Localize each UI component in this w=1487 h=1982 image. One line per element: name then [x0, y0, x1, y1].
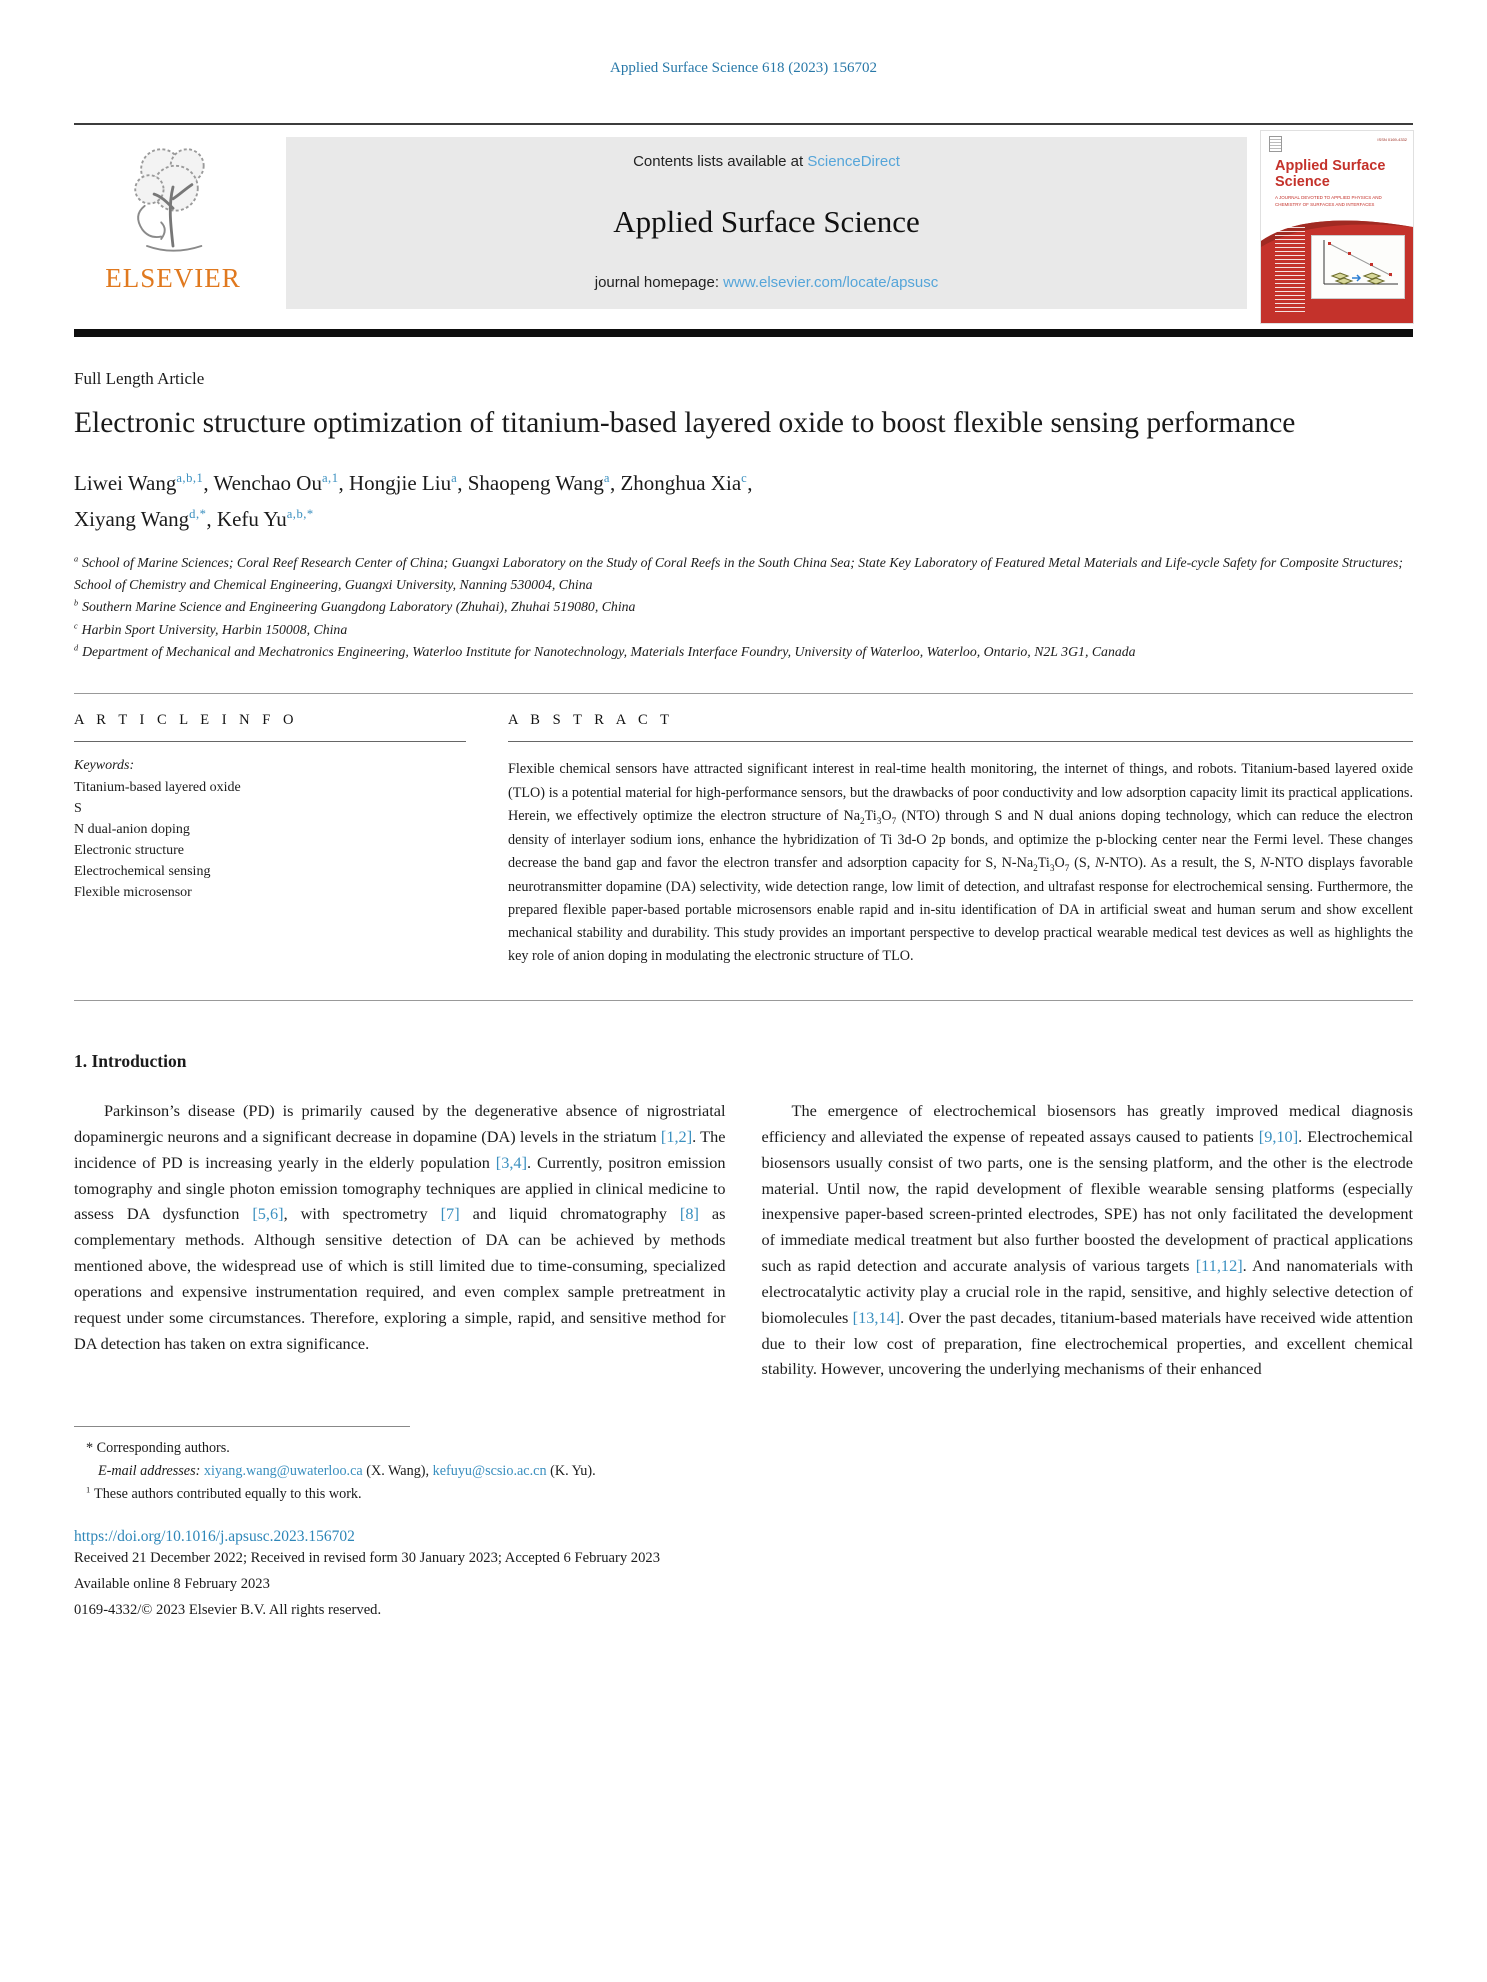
keyword: S: [74, 801, 82, 817]
journal-cover-thumbnail[interactable]: [1261, 131, 1413, 323]
text-segment: Hongjie Liu: [349, 471, 452, 496]
homepage-line: [595, 274, 939, 291]
text-segment: as complementary methods. Although sensitive detection of DA can be achieved by methods mentioned above, the widespread use of which is still limited due to time-consuming, specialized operations and expensive instrumentation required, and even complex sample pretreatment in request under some circumstances. Therefore, exploring a simple, rapid, and sensitive method for DA detection has taken on extra significance.: [74, 1204, 726, 1353]
abstract-bottom-divider: [74, 1000, 1413, 1001]
text-segment: O: [881, 807, 892, 824]
article-info-rule: [74, 741, 466, 742]
citation-link[interactable]: [9,10]: [1258, 1126, 1299, 1146]
keyword: Electrochemical sensing: [74, 864, 211, 880]
email-link[interactable]: kefuyu@scsio.ac.cn: [432, 1463, 547, 1480]
banner-black-bar: [74, 329, 1413, 337]
article-type-label: Full Length Article: [74, 369, 205, 388]
inline-link[interactable]: c: [741, 471, 748, 486]
text-segment: School of Marine Sciences; Coral Reef Research Center of China; Guangxi Laboratory on the Study of Coral Reefs in the South China Sea; State Key Laboratory of Featured Metal Materials and Life-cycle Safety for Composite Structures; School of Chemistry and Chemical Engineering, Guangxi University, Nanning 530004, China: [74, 554, 1403, 593]
text-segment: These authors contributed equally to this work.: [90, 1486, 362, 1503]
footnotes: [74, 1426, 1413, 1506]
text-segment: . Currently, positron emission tomography and single photon emission tomography techniques are applied in clinical medicine to assess DA dysfunction: [74, 1152, 726, 1224]
text-segment: 7: [1064, 862, 1070, 873]
text-segment: Zhonghua Xia: [620, 471, 742, 496]
cover-mini-logo-icon: [1269, 136, 1282, 152]
issn-copyright: 0169-4332/© 2023 Elsevier B.V. All rights reserved.: [74, 1602, 382, 1619]
journal-homepage-link[interactable]: www.elsevier.com/locate/apsusc: [723, 274, 939, 291]
available-online: Available online 8 February 2023: [74, 1576, 270, 1593]
text-segment: Flexible chemical sensors have attracted significant interest in real-time health monitoring, the internet of things, and robots. Titanium-based layered oxide (TLO) is a potential material for high-performance sensors, but the drawbacks of poor conductivity and low adsorption capacity limit its practical applications. Herein, we effectively optimize the electron structure of Na: [508, 761, 1413, 824]
text-segment: and liquid chromatography: [459, 1204, 680, 1224]
cover-issn: ISSN 0169-4332: [1377, 137, 1407, 142]
abstract-rule: [508, 741, 1413, 742]
text-segment: -NTO displays favorable neurotransmitter dopamine (DA) selectivity, wide detection range, low limit of detection, and ultrafast response for electrochemical sensing. Furthermore, the prepared flexible paper-based portable microsensors enable rapid and in-situ identification of DA in artificial sweat and human serum and show excellent mechanical stability and durability. This study provides an important perspective to develop practical wearable medical test devices as well as highlights the key role of anion doping in modulating the electronic structure of TLO.: [508, 854, 1413, 964]
inline-link[interactable]: a: [451, 471, 458, 486]
inline-link[interactable]: d,*: [189, 506, 207, 521]
text-segment: ,: [203, 471, 214, 496]
text-segment: . Over the past decades, titanium-based materials have received wide attention due to their low cost of preparation, fine electrochemical properties, and excellent chemical stability. However, uncovering the underlying mechanisms of their enhanced: [761, 1307, 1413, 1379]
elsevier-logo[interactable]: [74, 135, 272, 294]
author-line-1: [74, 466, 1413, 502]
introduction-body: [74, 1098, 1413, 1382]
affiliations: [74, 552, 1413, 664]
text-segment: a: [74, 554, 79, 564]
inline-link[interactable]: a,b,*: [286, 506, 314, 521]
text-segment: c: [74, 621, 79, 631]
text-segment: b: [74, 598, 79, 608]
text-segment: ,: [206, 506, 217, 531]
equal-contribution-note: [74, 1483, 1413, 1506]
text-segment: ,: [747, 471, 753, 496]
elsevier-wordmark: ELSEVIER: [105, 263, 241, 293]
doi-link[interactable]: https://doi.org/10.1016/j.apsusc.2023.156702: [74, 1528, 355, 1546]
text-segment: Ti: [864, 807, 877, 824]
section-heading-introduction: 1. Introduction: [74, 1051, 187, 1072]
abstract-header: A B S T R A C T: [508, 712, 674, 729]
text-segment: ,: [338, 471, 350, 496]
intro-left-column: [74, 1098, 726, 1382]
text-segment: (NTO) through S and N dual anions doping technology, which can reduce the electron density of interlayer sodium ions, enhance the hybridization of Ti 3d-O 2p bonds, and optimize the p-blocking center near the Fermi level. These changes decrease the band gap and favor the electron transfer and adsorption capacity for S, N-Na: [508, 807, 1413, 871]
inline-link[interactable]: a: [603, 471, 610, 486]
article-info-header: A R T I C L E I N F O: [74, 712, 298, 729]
text-segment: Ti: [1037, 854, 1050, 871]
intro-right-column: [762, 1098, 1414, 1382]
footnote-divider: [74, 1426, 410, 1427]
elsevier-tree-icon: [114, 137, 232, 263]
text-segment: journal homepage:: [594, 274, 724, 291]
text-segment: Southern Marine Science and Engineering Guangdong Laboratory (Zhuhai), Zhuhai 519080, China: [78, 599, 636, 615]
text-segment: (S,: [1069, 854, 1096, 871]
cover-editors-label: EDITORS: [1275, 219, 1295, 224]
text-segment: d: [74, 643, 79, 653]
author-list: [74, 466, 1413, 537]
cover-subtitle: A JOURNAL DEVOTED TO APPLIED PHYSICS AND CHEMISTRY OF SURFACES AND INTERFACES: [1275, 195, 1382, 207]
affiliation-d: [74, 641, 1413, 663]
citation-link[interactable]: [8]: [679, 1204, 699, 1224]
keyword: N dual-anion doping: [74, 822, 190, 838]
info-top-divider: [74, 693, 1413, 694]
citation-link[interactable]: [1,2]: [660, 1126, 693, 1146]
journal-banner: [74, 125, 1413, 327]
received-dates: Received 21 December 2022; Received in revised form 30 January 2023; Accepted 6 February 2023: [74, 1550, 660, 1567]
text-segment: 7: [891, 815, 897, 826]
text-segment: O: [1054, 854, 1065, 871]
author-line-2: [74, 502, 1413, 538]
inline-link[interactable]: a,b,1: [176, 471, 204, 486]
keyword: Electronic structure: [74, 843, 185, 859]
inline-link[interactable]: a,1: [321, 471, 339, 486]
text-segment: Liwei Wang: [74, 471, 177, 496]
text-segment: The emergence of electrochemical biosensors has greatly improved medical diagnosis efficiency and alleviated the expense of repeated assays caused to patients: [761, 1101, 1413, 1146]
text-segment: Contents lists available at: [633, 153, 808, 170]
text-segment: N: [1095, 854, 1105, 871]
text-segment: , with spectrometry: [283, 1204, 441, 1224]
sciencedirect-link[interactable]: ScienceDirect: [807, 153, 900, 170]
abstract-text: [508, 758, 1413, 968]
text-segment: Xiyang Wang: [74, 506, 190, 531]
banner-masthead: [286, 137, 1247, 309]
cover-inset-chart: [1311, 235, 1405, 299]
text-segment: 1: [86, 1484, 91, 1495]
contents-line: [633, 153, 900, 170]
journal-title: Applied Surface Science: [613, 204, 920, 239]
info-abstract-section: [74, 712, 1413, 968]
text-segment: Department of Mechanical and Mechatronics Engineering, Waterloo Institute for Nanotechnology, Materials Interface Foundry, University of Waterloo, Waterloo, Ontario, N2L 3G1, Canada: [78, 644, 1136, 660]
corresponding-authors-note: [74, 1437, 1413, 1460]
keyword: Titanium-based layered oxide: [74, 780, 241, 796]
cover-title: Applied Surface Science: [1275, 158, 1386, 190]
text-segment: * Corresponding authors.: [86, 1440, 230, 1457]
affiliation-a: [74, 552, 1413, 597]
text-segment: E-mail addresses:: [98, 1463, 204, 1480]
text-segment: . And nanomaterials with electrocatalytic activity play a crucial role in the rapid, sensitive, and highly selective detection of biomolecules: [761, 1256, 1414, 1327]
email-link[interactable]: xiyang.wang@uwaterloo.ca: [203, 1463, 363, 1480]
text-segment: (K. Yu).: [546, 1463, 596, 1480]
text-segment: Harbin Sport University, Harbin 150008, China: [78, 621, 348, 637]
citation-link[interactable]: [7]: [440, 1204, 460, 1224]
text-segment: N: [1260, 854, 1270, 871]
journal-citation: Applied Surface Science 618 (2023) 156702: [609, 60, 877, 76]
email-addresses-note: [74, 1460, 1413, 1483]
text-segment: ,: [609, 471, 621, 496]
text-segment: 2: [860, 815, 865, 826]
text-segment: Parkinson’s disease (PD) is primarily caused by the degenerative absence of nigrostriatal dopaminergic neurons and a significant decrease in dopamine (DA) levels in the striatum: [74, 1101, 726, 1146]
citation-link[interactable]: [3,4]: [495, 1152, 527, 1172]
text-segment: Wenchao Ou: [213, 471, 322, 496]
text-segment: (X. Wang),: [362, 1463, 433, 1480]
keywords-label: Keywords:: [74, 758, 135, 774]
text-segment: . The incidence of PD is increasing yearly in the elderly population: [74, 1126, 726, 1172]
text-segment: . Electrochemical biosensors usually consist of two parts, one is the sensing platform, and the other is the electrode material. Until now, the rapid development of flexible wearable sensing platforms (especially inexpensive paper-based screen-printed electrodes, SPE) has not only facilitated the development of immediate medical treatment but also further boosted the development of practical applications such as rapid detection and accurate analysis of various targets: [761, 1126, 1414, 1276]
text-segment: -NTO). As a result, the S,: [1104, 854, 1261, 871]
text-segment: Kefu Yu: [216, 506, 287, 531]
abstract-column: [508, 712, 1413, 968]
citation-link[interactable]: [5,6]: [252, 1204, 284, 1224]
affiliation-c: [74, 619, 1413, 641]
text-segment: 3: [1049, 862, 1055, 873]
citation-link[interactable]: [11,12]: [1195, 1256, 1243, 1276]
article-title: Electronic structure optimization of titanium-based layered oxide to boost flexible sensing performance: [74, 407, 1296, 439]
article-info-column: [74, 712, 466, 968]
cover-editors-list: [1275, 227, 1305, 313]
keyword: Flexible microsensor: [74, 885, 192, 901]
text-segment: ,: [457, 471, 468, 496]
affiliation-b: [74, 596, 1413, 618]
text-segment: 2: [1033, 862, 1038, 873]
citation-link[interactable]: [13,14]: [852, 1307, 901, 1327]
text-segment: Shaopeng Wang: [467, 471, 604, 496]
text-segment: 3: [876, 815, 882, 826]
